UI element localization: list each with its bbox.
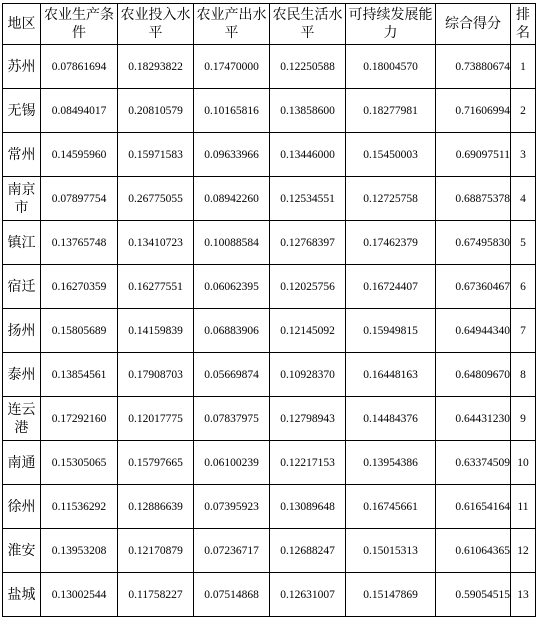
output-level-cell: 0.10088584 (194, 221, 270, 265)
living-standard-cell: 0.13089648 (270, 485, 346, 529)
input-level-cell: 0.13410723 (118, 221, 194, 265)
region-cell: 南京市 (3, 177, 41, 221)
total-score-cell: 0.61064365 (436, 529, 511, 573)
rank-cell: 7 (511, 309, 536, 353)
rank-cell: 11 (511, 485, 536, 529)
output-level-cell: 0.10165816 (194, 89, 270, 133)
sustainability-cell: 0.16745661 (346, 485, 436, 529)
region-cell: 宿迁 (3, 265, 41, 309)
rank-cell: 1 (511, 45, 536, 89)
input-level-cell: 0.12886639 (118, 485, 194, 529)
table-row (3, 309, 536, 353)
living-standard-cell: 0.10928370 (270, 353, 346, 397)
table-body (3, 4, 536, 617)
output-level-cell: 0.09633966 (194, 133, 270, 177)
output-level-cell: 0.08942260 (194, 177, 270, 221)
living-standard-cell: 0.12631007 (270, 573, 346, 617)
production-conditions-cell: 0.14595960 (41, 133, 118, 177)
output-level-cell: 0.05669874 (194, 353, 270, 397)
output-level-cell: 0.07514868 (194, 573, 270, 617)
total-score-cell: 0.67360467 (436, 265, 511, 309)
production-conditions-cell: 0.07861694 (41, 45, 118, 89)
rank-cell: 4 (511, 177, 536, 221)
input-level-cell: 0.16277551 (118, 265, 194, 309)
living-standard-cell: 0.12145092 (270, 309, 346, 353)
sustainability-cell: 0.16448163 (346, 353, 436, 397)
input-level-cell: 0.15971583 (118, 133, 194, 177)
region-cell: 徐州 (3, 485, 41, 529)
header-input-level: 农业投入水平 (118, 4, 194, 45)
region-cell: 常州 (3, 133, 41, 177)
table-row (3, 45, 536, 89)
production-conditions-cell: 0.17292160 (41, 397, 118, 441)
region-cell: 淮安 (3, 529, 41, 573)
table-row (3, 89, 536, 133)
rank-cell: 12 (511, 529, 536, 573)
living-standard-cell: 0.12250588 (270, 45, 346, 89)
rank-cell: 9 (511, 397, 536, 441)
sustainability-cell: 0.15949815 (346, 309, 436, 353)
table-row (3, 353, 536, 397)
input-level-cell: 0.17908703 (118, 353, 194, 397)
sustainability-cell: 0.13954386 (346, 441, 436, 485)
region-cell: 镇江 (3, 221, 41, 265)
living-standard-cell: 0.12534551 (270, 177, 346, 221)
input-level-cell: 0.14159839 (118, 309, 194, 353)
output-level-cell: 0.17470000 (194, 45, 270, 89)
living-standard-cell: 0.12768397 (270, 221, 346, 265)
input-level-cell: 0.18293822 (118, 45, 194, 89)
total-score-cell: 0.64431230 (436, 397, 511, 441)
sustainability-cell: 0.15147869 (346, 573, 436, 617)
sustainability-cell: 0.14484376 (346, 397, 436, 441)
output-level-cell: 0.07236717 (194, 529, 270, 573)
region-cell: 盐城 (3, 573, 41, 617)
region-cell: 无锡 (3, 89, 41, 133)
living-standard-cell: 0.12798943 (270, 397, 346, 441)
sustainability-cell: 0.18277981 (346, 89, 436, 133)
input-level-cell: 0.15797665 (118, 441, 194, 485)
table-row (3, 133, 536, 177)
output-level-cell: 0.06062395 (194, 265, 270, 309)
production-conditions-cell: 0.13953208 (41, 529, 118, 573)
sustainability-cell: 0.18004570 (346, 45, 436, 89)
living-standard-cell: 0.12688247 (270, 529, 346, 573)
rank-cell: 2 (511, 89, 536, 133)
total-score-cell: 0.63374509 (436, 441, 511, 485)
production-conditions-cell: 0.15305065 (41, 441, 118, 485)
rank-cell: 3 (511, 133, 536, 177)
region-cell: 扬州 (3, 309, 41, 353)
table-row (3, 573, 536, 617)
rank-cell: 10 (511, 441, 536, 485)
production-conditions-cell: 0.07897754 (41, 177, 118, 221)
sustainability-cell: 0.16724407 (346, 265, 436, 309)
table-row (3, 441, 536, 485)
input-level-cell: 0.11758227 (118, 573, 194, 617)
table-row (3, 221, 536, 265)
total-score-cell: 0.67495830 (436, 221, 511, 265)
input-level-cell: 0.20810579 (118, 89, 194, 133)
total-score-cell: 0.71606994 (436, 89, 511, 133)
table-row (3, 485, 536, 529)
output-level-cell: 0.07395923 (194, 485, 270, 529)
output-level-cell: 0.06100239 (194, 441, 270, 485)
region-cell: 南通 (3, 441, 41, 485)
input-level-cell: 0.12017775 (118, 397, 194, 441)
living-standard-cell: 0.13446000 (270, 133, 346, 177)
header-production-conditions: 农业生产条件 (41, 4, 118, 45)
table-row (3, 397, 536, 441)
total-score-cell: 0.64809670 (436, 353, 511, 397)
production-conditions-cell: 0.13765748 (41, 221, 118, 265)
table-row (3, 529, 536, 573)
rank-cell: 8 (511, 353, 536, 397)
production-conditions-cell: 0.08494017 (41, 89, 118, 133)
region-cell: 苏州 (3, 45, 41, 89)
total-score-cell: 0.61654164 (436, 485, 511, 529)
header-total-score: 综合得分 (436, 4, 511, 45)
sustainability-cell: 0.15015313 (346, 529, 436, 573)
region-cell: 连云港 (3, 397, 41, 441)
production-conditions-cell: 0.13002544 (41, 573, 118, 617)
table-row (3, 177, 536, 221)
rank-cell: 5 (511, 221, 536, 265)
sustainability-cell: 0.12725758 (346, 177, 436, 221)
header-sustainability: 可持续发展能力 (346, 4, 436, 45)
total-score-cell: 0.73880674 (436, 45, 511, 89)
input-level-cell: 0.26775055 (118, 177, 194, 221)
rank-cell: 6 (511, 265, 536, 309)
region-cell: 泰州 (3, 353, 41, 397)
header-living-standard: 农民生活水平 (270, 4, 346, 45)
sustainability-cell: 0.15450003 (346, 133, 436, 177)
living-standard-cell: 0.13858600 (270, 89, 346, 133)
total-score-cell: 0.69097511 (436, 133, 511, 177)
header-region: 地区 (3, 4, 41, 45)
score-table (2, 3, 536, 617)
output-level-cell: 0.07837975 (194, 397, 270, 441)
header-row (3, 4, 536, 45)
rank-cell: 13 (511, 573, 536, 617)
production-conditions-cell: 0.13854561 (41, 353, 118, 397)
living-standard-cell: 0.12025756 (270, 265, 346, 309)
table-row (3, 265, 536, 309)
sustainability-cell: 0.17462379 (346, 221, 436, 265)
header-rank: 排名 (511, 4, 536, 45)
production-conditions-cell: 0.11536292 (41, 485, 118, 529)
living-standard-cell: 0.12217153 (270, 441, 346, 485)
production-conditions-cell: 0.16270359 (41, 265, 118, 309)
total-score-cell: 0.64944340 (436, 309, 511, 353)
production-conditions-cell: 0.15805689 (41, 309, 118, 353)
total-score-cell: 0.59054515 (436, 573, 511, 617)
output-level-cell: 0.06883906 (194, 309, 270, 353)
input-level-cell: 0.12170879 (118, 529, 194, 573)
total-score-cell: 0.68875378 (436, 177, 511, 221)
header-output-level: 农业产出水平 (194, 4, 270, 45)
